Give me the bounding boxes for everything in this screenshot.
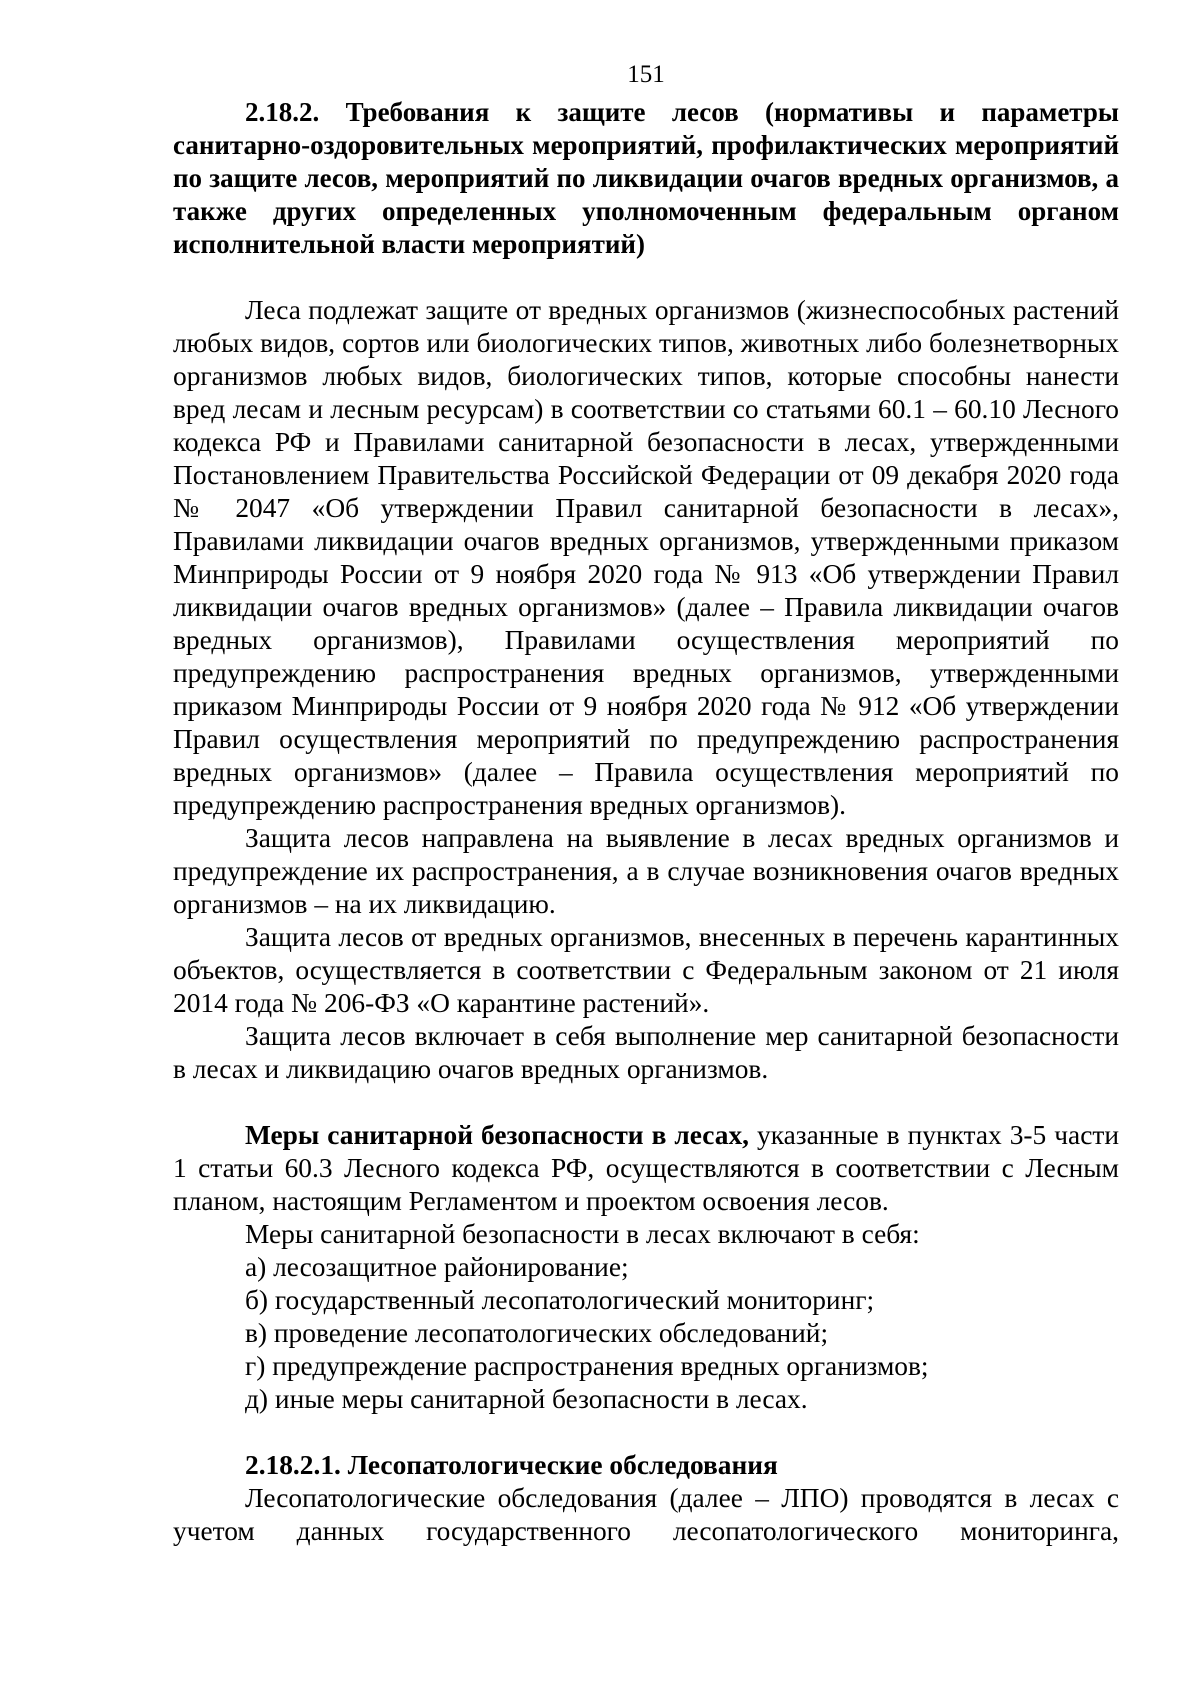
measures-lead-bold: Меры санитарной безопасности в лесах, (245, 1120, 749, 1150)
section-heading: 2.18.2. Требования к защите лесов (нормативы и параметры санитарно-оздоровительных мероприятий, профилактических мероприятий по защите лесов, мероприятий по ликвидации очагов вредных организмов, а также других определенных уполномоченным федеральным органом исполнительной власти мероприятий) (173, 97, 1119, 259)
paragraph-protection-scope: Защита лесов включает в себя выполнение мер санитарной безопасности в лесах и ликвидацию очагов вредных организмов. (173, 1021, 1119, 1084)
paragraph-quarantine: Защита лесов от вредных организмов, внесенных в перечень карантинных объектов, осуществляется в соответствии с Федеральным законом от 21 июля 2014 года № 206-ФЗ «О карантине растений». (173, 922, 1119, 1018)
subsection-paragraph: Лесопатологические обследования (далее – ЛПО) проводятся в лесах с учетом данных государственного лесопатологического мониторинга, (173, 1483, 1119, 1546)
paragraph-protection-purpose: Защита лесов направлена на выявление в лесах вредных организмов и предупреждение их распространения, а в случае возникновения очагов вредных организмов – на их ликвидацию. (173, 823, 1119, 919)
spacer (173, 1416, 1119, 1449)
measures-lead-rest: указанные в пунктах 3-5 части 1 статьи 60.3 Лесного кодекса РФ, осуществляются в соответствии с Лесным планом, настоящим Регламентом и проектом освоения лесов. (173, 1120, 1119, 1216)
list-item: в) проведение лесопатологических обследований; (245, 1318, 829, 1348)
list-item: а) лесозащитное районирование; (245, 1252, 629, 1282)
subsection-heading: 2.18.2.1. Лесопатологические обследования (245, 1450, 778, 1480)
paragraph-legal-basis: Леса подлежат защите от вредных организмов (жизнеспособных растений любых видов, сортов или биологических типов, животных либо болезнетворных организмов любых видов, биологических типов, которые способны нанести вред лесам и лесным ресурсам) в соответствии со статьями 60.1 – 60.10 Лесного кодекса РФ и Правилами санитарной безопасности в лесах, утвержденными Постановлением Правительства Российской Федерации от 09 декабря 2020 года № 2047 «Об утверждении Правил санитарной безопасности в лесах», Правилами ликвидации очагов вредных организмов, утвержденными приказом Минприроды России от 9 ноября 2020 года № 913 «Об утверждении Правил ликвидации очагов вредных организмов» (далее – Правила ликвидации очагов вредных организмов), Правилами осуществления мероприятий по предупреждению распространения вредных организмов, утвержденными приказом Минприроды России от 9 ноября 2020 года № 912 «Об утверждении Правил осуществления мероприятий по предупреждению распространения вредных организмов» (далее – Правила осуществления мероприятий по предупреждению распространения вредных организмов). (173, 295, 1119, 820)
document-page (173, 60, 1119, 1548)
spacer (173, 1086, 1119, 1119)
list-item: б) государственный лесопатологический мониторинг; (245, 1285, 875, 1315)
list-item: г) предупреждение распространения вредных организмов; (245, 1351, 929, 1381)
measures-intro: Меры санитарной безопасности в лесах включают в себя: (245, 1219, 920, 1249)
spacer (173, 261, 1119, 294)
paragraph-measures-lead (173, 1119, 1119, 1218)
page-number: 151 (627, 61, 665, 88)
list-item: д) иные меры санитарной безопасности в лесах. (245, 1384, 808, 1414)
